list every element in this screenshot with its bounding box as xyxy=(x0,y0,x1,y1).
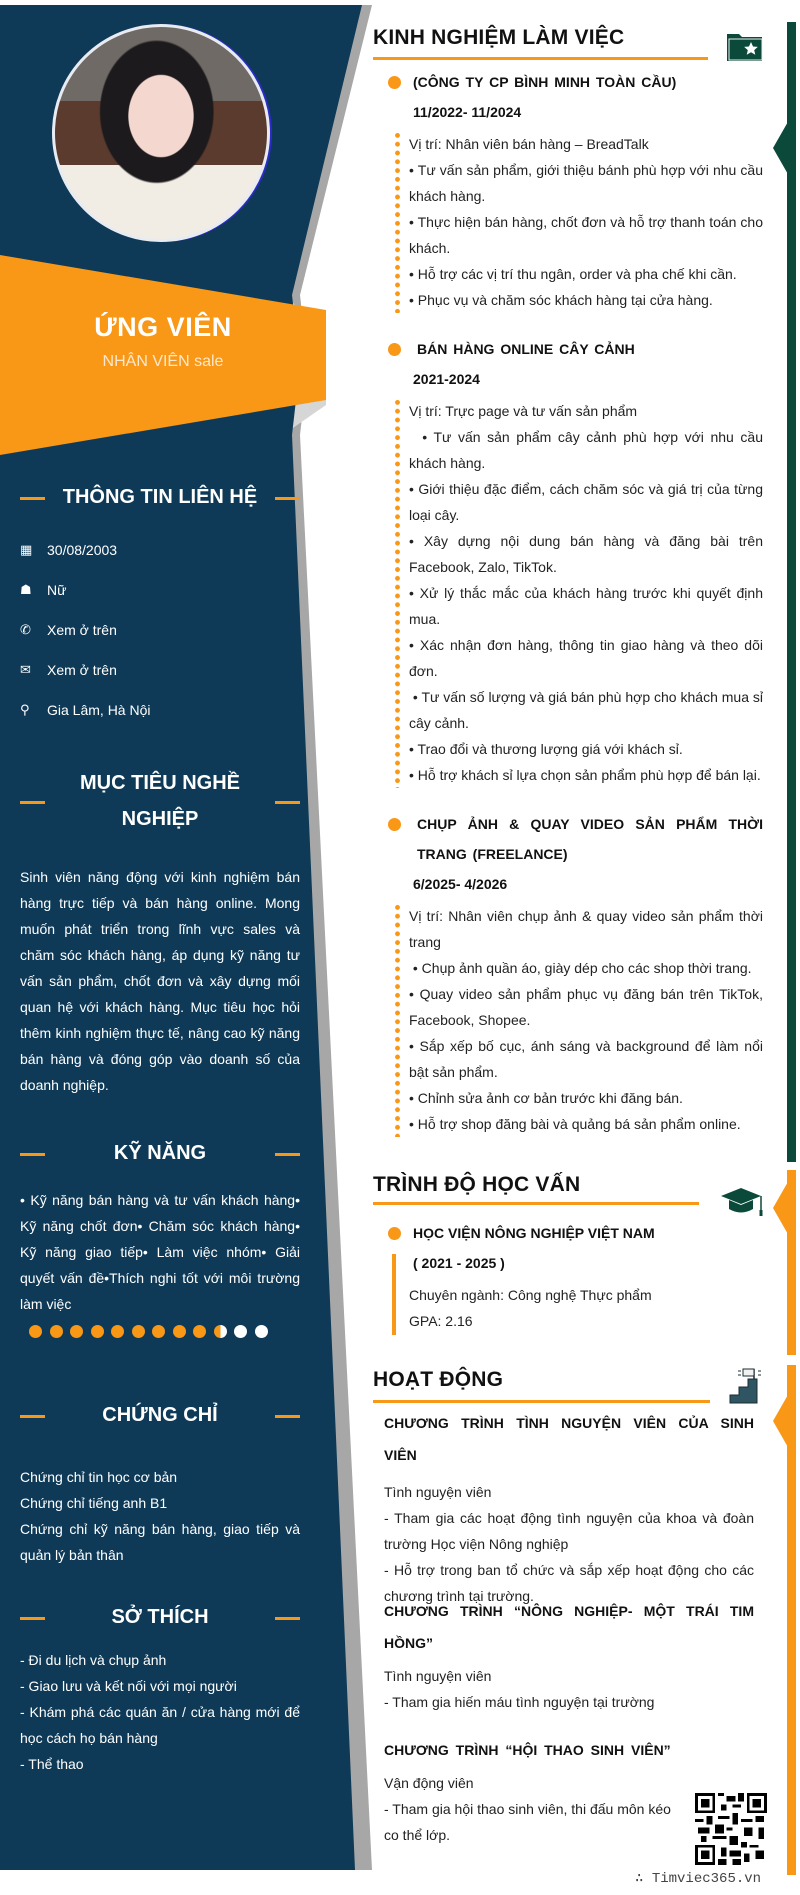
education-side-bar xyxy=(787,1170,796,1355)
job-line: • Xử lý thắc mắc của khách hàng trước khi quyết định mua. xyxy=(409,585,763,627)
school-period: ( 2021 - 2025 ) xyxy=(413,1255,505,1271)
heading-dash xyxy=(275,497,300,500)
rating-dot-empty xyxy=(234,1325,247,1338)
education-heading: TRÌNH ĐỘ HỌC VẤN xyxy=(373,1173,581,1196)
job-line: Vị trí: Nhân viên chụp ảnh & quay video sản phẩm thời trang xyxy=(409,908,763,950)
hobbies-heading-label: SỞ THÍCH xyxy=(111,1606,209,1628)
job-description xyxy=(409,398,767,788)
job-line: Vị trí: Trực page và tư vấn sản phẩm xyxy=(409,403,638,419)
activity-line: Tình nguyện viên xyxy=(384,1668,492,1684)
activity-line: Tình nguyện viên xyxy=(384,1484,492,1500)
timeline-bullet xyxy=(388,1227,401,1240)
activity-line: - Tham gia hội thao sinh viên, thi đấu môn kéo co thể lớp. xyxy=(384,1801,671,1843)
rating-dot-full xyxy=(50,1325,63,1338)
activity-item xyxy=(384,1595,754,1715)
phone-icon: ✆ xyxy=(20,622,31,637)
experience-item xyxy=(373,67,763,313)
job-line: • Hỗ trợ shop đăng bài và quảng bá sản phẩm online. xyxy=(409,1116,741,1132)
heading-dash xyxy=(275,1153,300,1156)
job-line: • Thực hiện bán hàng, chốt đơn và hỗ trợ thanh toán cho khách. xyxy=(409,214,763,256)
rating-dot-full xyxy=(111,1325,124,1338)
education-item xyxy=(373,1218,763,1334)
heading-dash xyxy=(275,1617,300,1620)
job-line: • Hỗ trợ các vị trí thu ngân, order và pha chế khi cần. xyxy=(409,266,737,282)
contact-value: Gia Lâm, Hà Nội xyxy=(47,702,151,718)
certificates-heading-label: CHỨNG CHỈ xyxy=(102,1404,218,1426)
experience-item xyxy=(373,334,767,788)
job-line: • Hỗ trợ khách sỉ lựa chọn sản phẩm phù hợp để bán lại. xyxy=(409,767,761,783)
location-pin-icon: ⚲ xyxy=(20,702,30,717)
rating-dot-empty xyxy=(255,1325,268,1338)
activities-heading: HOẠT ĐỘNG xyxy=(373,1368,504,1391)
qr-code[interactable] xyxy=(695,1793,767,1865)
job-line: • Tư vấn sản phẩm, giới thiệu bánh phù hợp với nhu cầu khách hàng. xyxy=(409,162,763,204)
skills-text: • Kỹ năng bán hàng và tư vấn khách hàng• Kỹ năng chốt đơn• Chăm sóc khách hàng• Kỹ năng giao tiếp• Làm việc nhóm• Giải quyết vấn đề•Thích nghi tốt với môi trường làm việc xyxy=(20,1192,300,1312)
rating-dot-full xyxy=(29,1325,42,1338)
folder-star-icon xyxy=(726,30,764,62)
activity-item xyxy=(384,1407,754,1609)
objective-text: Sinh viên năng động với kinh nghiệm bán hàng trực tiếp và bán hàng online. Mong muốn phát triển trong lĩnh vực sales và chăm sóc khách hàng, áp dụng kỹ năng tư vấn sản phẩm, chốt đơn và xây dựng mối quan hệ với khách hàng. Mục tiêu học hỏi thêm kinh nghiệm thực tế, nâng cao kỹ năng bán hàng và đóng góp vào doanh số của doanh nghiệp. xyxy=(20,869,300,1093)
job-line: • Tư vấn sản phẩm cây cảnh phù hợp với nhu cầu khách hàng. xyxy=(409,429,767,471)
activity-line: - Hỗ trợ trong ban tổ chức và sắp xếp hoạt động cho các chương trình tại trường. xyxy=(384,1562,754,1604)
job-period: 2021-2024 xyxy=(413,371,480,387)
rating-dot-full xyxy=(152,1325,165,1338)
heading-dash xyxy=(20,1617,45,1620)
calendar-icon: ▦ xyxy=(20,542,33,557)
skills-heading xyxy=(20,1135,300,1171)
timeline-bullet xyxy=(388,343,401,356)
objective-heading-line2: NGHIỆP xyxy=(121,808,199,830)
objective-heading xyxy=(20,765,300,837)
certificate-item: Chứng chỉ tiếng anh B1 xyxy=(20,1495,168,1511)
rating-dot-full xyxy=(132,1325,145,1338)
activity-line: - Tham gia hiến máu tình nguyện tại trường xyxy=(384,1694,655,1710)
job-line: • Phục vụ và chăm sóc khách hàng tại cửa hàng. xyxy=(409,292,713,308)
rating-dot-full xyxy=(91,1325,104,1338)
activity-title: CHƯƠNG TRÌNH “HỘI THAO SINH VIÊN” xyxy=(384,1742,671,1758)
experience-side-bar xyxy=(787,22,796,1162)
candidate-name: ỨNG VIÊN xyxy=(94,312,232,342)
rating-dot-full xyxy=(173,1325,186,1338)
objective-heading-line1: MỤC TIÊU NGHỀ xyxy=(80,772,240,794)
heading-underline xyxy=(373,1400,710,1403)
heading-dash xyxy=(20,801,45,804)
experience-item xyxy=(373,809,763,1137)
activity-line: - Tham gia các hoạt động tình nguyện của khoa và đoàn trường Học viện Nông nghiệp xyxy=(384,1510,754,1552)
heading-dash xyxy=(20,1415,45,1418)
job-line: • Tư vấn số lượng và giá bán phù hợp cho khách mua sỉ cây cảnh. xyxy=(409,689,767,731)
contact-email xyxy=(20,650,300,690)
rating-dot-full xyxy=(70,1325,83,1338)
hobbies-heading xyxy=(20,1599,300,1635)
job-line: • Chỉnh sửa ảnh cơ bản trước khi đăng bán. xyxy=(409,1090,683,1106)
bar-pointer xyxy=(773,120,789,176)
job-line: • Trao đổi và thương lượng giá với khách sỉ. xyxy=(409,741,683,757)
timeline-bullet xyxy=(388,818,401,831)
job-line: • Chụp ảnh quần áo, giày dép cho các shop thời trang. xyxy=(409,960,752,976)
bar-pointer xyxy=(773,1393,789,1449)
rating-dot-full xyxy=(193,1325,206,1338)
certificates-heading xyxy=(20,1397,300,1433)
contact-value: 30/08/2003 xyxy=(47,542,118,558)
job-line: • Xây dựng nội dung bán hàng và đăng bài trên Facebook, Zalo, TikTok. xyxy=(409,533,763,575)
experience-heading: KINH NGHIỆM LÀM VIỆC xyxy=(373,26,625,49)
job-line: • Sắp xếp bố cục, ánh sáng và background để làm nổi bật sản phẩm. xyxy=(409,1038,763,1080)
avatar xyxy=(52,24,270,242)
contact-address xyxy=(20,690,300,730)
job-period: 11/2022- 11/2024 xyxy=(413,104,522,120)
activity-title: CHƯƠNG TRÌNH “NÔNG NGHIỆP- MỘT TRÁI TIM HỒNG” xyxy=(384,1603,754,1651)
certificate-item: Chứng chỉ tin học cơ bản xyxy=(20,1469,178,1485)
heading-dash xyxy=(275,1415,300,1418)
certificate-item: Chứng chỉ kỹ năng bán hàng, giao tiếp và quản lý bản thân xyxy=(20,1521,300,1563)
heading-underline xyxy=(373,57,708,60)
contact-phone xyxy=(20,610,300,650)
contact-value: Xem ở trên xyxy=(47,622,117,638)
timeline-bar xyxy=(392,1254,396,1335)
company-name: BÁN HÀNG ONLINE CÂY CẢNH xyxy=(417,341,635,357)
job-description xyxy=(409,903,763,1137)
activity-title: CHƯƠNG TRÌNH TÌNH NGUYỆN VIÊN CỦA SINH VIÊN xyxy=(384,1415,754,1463)
gpa: GPA: 2.16 xyxy=(409,1313,473,1329)
graduation-cap-icon xyxy=(719,1186,765,1218)
email-icon: ✉ xyxy=(20,662,31,677)
activities-side-bar xyxy=(787,1365,796,1875)
hobby-item: - Đi du lịch và chụp ảnh xyxy=(20,1652,167,1668)
job-title: NHÂN VIÊN sale xyxy=(102,353,224,370)
job-line: • Xác nhận đơn hàng, thông tin giao hàng và theo dõi đơn. xyxy=(409,637,763,679)
contact-heading-label: THÔNG TIN LIÊN HỆ xyxy=(62,486,258,508)
contact-birthdate xyxy=(20,530,300,570)
activity-line: Vận động viên xyxy=(384,1775,474,1791)
user-icon: ☗ xyxy=(20,582,32,597)
heading-dash xyxy=(20,1153,45,1156)
job-description xyxy=(409,131,763,313)
job-line: • Quay video sản phẩm phục vụ đăng bán trên TikTok, Facebook, Shopee. xyxy=(409,986,763,1028)
hobbies-list xyxy=(20,1647,300,1777)
skills-heading-label: KỸ NĂNG xyxy=(113,1142,207,1164)
skill-rating xyxy=(29,1325,268,1338)
certificates-list xyxy=(20,1464,300,1568)
contact-gender xyxy=(20,570,300,610)
contact-value: Nữ xyxy=(47,582,67,598)
school-name: HỌC VIỆN NÔNG NGHIỆP VIỆT NAM xyxy=(413,1225,655,1241)
hobby-item: - Giao lưu và kết nối với mọi người xyxy=(20,1678,237,1694)
contact-heading xyxy=(20,479,300,515)
watermark: ∴ Timviec365.vn xyxy=(635,1871,762,1887)
rating-dot-half xyxy=(214,1325,227,1338)
contact-value: Xem ở trên xyxy=(47,662,117,678)
hobby-item: - Khám phá các quán ăn / cửa hàng mới để học cách họ bán hàng xyxy=(20,1704,300,1746)
heading-underline xyxy=(373,1202,699,1205)
name-block xyxy=(0,312,326,371)
timeline-bullet xyxy=(388,76,401,89)
contact-list xyxy=(20,530,300,730)
stairs-flag-icon xyxy=(728,1367,768,1405)
hobby-item: - Thể thao xyxy=(20,1756,84,1772)
job-line: • Giới thiệu đặc điểm, cách chăm sóc và giá trị của từng loại cây. xyxy=(409,481,763,523)
heading-dash xyxy=(275,801,300,804)
bar-pointer xyxy=(773,1180,789,1236)
company-name: (CÔNG TY CP BÌNH MINH TOÀN CẦU) xyxy=(413,74,677,90)
major: Chuyên ngành: Công nghệ Thực phẩm xyxy=(409,1287,652,1303)
job-period: 6/2025- 4/2026 xyxy=(413,876,508,892)
company-name: CHỤP ẢNH & QUAY VIDEO SẢN PHẨM THỜI TRANG (FREELANCE) xyxy=(417,816,763,862)
job-line: Vị trí: Nhân viên bán hàng – BreadTalk xyxy=(409,136,649,152)
heading-dash xyxy=(20,497,45,500)
